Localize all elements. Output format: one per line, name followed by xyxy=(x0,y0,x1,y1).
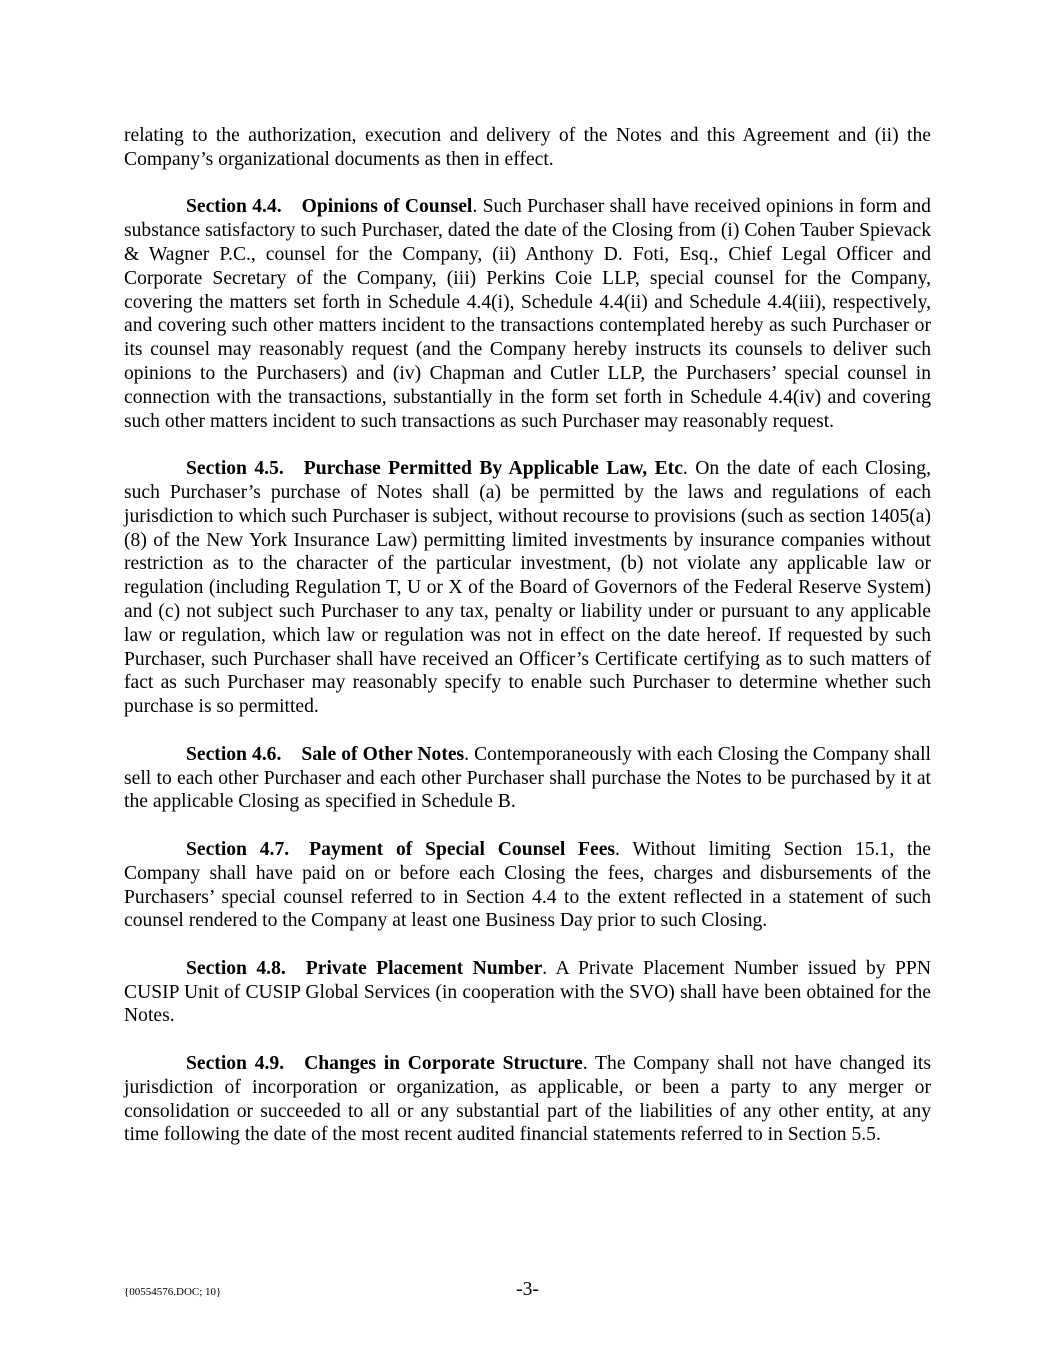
section-4-6 xyxy=(124,743,931,814)
section-4-7 xyxy=(124,838,931,933)
section-4-5 xyxy=(124,457,931,719)
section-title: Sale of Other Notes xyxy=(301,743,465,765)
section-number: Section 4.7. xyxy=(186,838,290,860)
section-body: The Company shall not have changed its jurisdiction of incorporation or organization, as applicable, or been a party to any merger or consolidation or succeeded to all or any substantial part of the liabilities of any other entity, at any time following the date of the most recent audited financial statements referred to in Section 5.5. xyxy=(124,1053,931,1146)
opening-paragraph: relating to the authorization, execution and delivery of the Notes and this Agreement and (ii) the Company’s organizational documents as then in effect. xyxy=(124,125,931,170)
section-title: Purchase Permitted By Applicable Law, Etc xyxy=(303,458,683,480)
section-number: Section 4.4. xyxy=(186,196,282,218)
section-4-9 xyxy=(124,1052,931,1147)
section-title-suffix: . xyxy=(615,838,620,860)
section-title-suffix: . xyxy=(472,196,478,218)
section-body: Without limiting Section 15.1, the Company shall have paid on or before each Closing the fees, charges and disbursements of the Purchasers’ special counsel referred to in Section 4.4 to the extent reflected in a statement of such counsel rendered to the Company at least one Business Day prior to such Closing. xyxy=(124,838,931,932)
section-body: On the date of each Closing, such Purchaser’s purchase of Notes shall (a) be permitted by the laws and regulations of each jurisdiction to which such Purchaser is subject, without recourse to provisions (such as section 1405(a)(8) of the New York Insurance Law) permitting limited investments by insurance companies without restriction as to the character of the particular investment, (b) not violate any applicable law or regulation (including Regulation T, U or X of the Board of Governors of the Federal Reserve System) and (c) not subject such Purchaser to any tax, penalty or liability under or pursuant to any applicable law or regulation, which law or regulation was not in effect on the date hereof. If requested by such Purchaser, such Purchaser shall have received an Officer’s Certificate certifying as to such matters of fact as such Purchaser may reasonably specify to enable such Purchaser to determine whether such purchase is so permitted. xyxy=(124,458,931,718)
section-title: Changes in Corporate Structure xyxy=(304,1053,583,1075)
section-title-suffix: . xyxy=(582,1053,588,1075)
section-number: Section 4.8. xyxy=(186,957,286,979)
section-number: Section 4.5. xyxy=(186,458,284,480)
footer-document-id: {00554576.DOC; 10} xyxy=(124,1286,222,1298)
document-page xyxy=(124,124,931,1171)
section-body: Such Purchaser shall have received opinions in form and substance satisfactory to such Purchaser, dated the date of the Closing from (i) Cohen Tauber Spievack & Wagner P.C., counsel for the Company, (ii) Anthony D. Foti, Esq., Chief Legal Officer and Corporate Secretary of the Company, (iii) Perkins Coie LLP, special counsel for the Company, covering the matters set forth in Schedule 4.4(i), Schedule 4.4(ii) and Schedule 4.4(iii), respectively, and covering such other matters incident to the transactions contemplated hereby as such Purchaser or its counsel may reasonably request (and the Company hereby instructs its counsels to deliver such opinions to the Purchasers) and (iv) Chapman and Cutler LLP, the Purchasers’ special counsel in connection with the transactions, substantially in the form set forth in Schedule 4.4(iv) and covering such other matters incident to such transactions as such Purchaser may reasonably request. xyxy=(124,196,931,432)
section-4-8 xyxy=(124,957,931,1028)
footer-page-number: -3- xyxy=(516,1279,539,1300)
section-title-suffix: . xyxy=(682,458,688,480)
section-title: Payment of Special Counsel Fees xyxy=(309,838,616,860)
section-4-4 xyxy=(124,195,931,433)
section-body: A Private Placement Number issued by PPN CUSIP Unit of CUSIP Global Services (in cooperation with the SVO) shall have been obtained for the Notes. xyxy=(124,957,931,1027)
section-body: Contemporaneously with each Closing the Company shall sell to each other Purchaser and each other Purchaser shall purchase the Notes to be purchased by it at the applicable Closing as specified in Schedule B. xyxy=(124,743,931,813)
section-number: Section 4.9. xyxy=(186,1053,285,1075)
section-title: Opinions of Counsel xyxy=(301,196,473,218)
section-title-suffix: . xyxy=(464,743,470,765)
section-title: Private Placement Number xyxy=(305,957,543,979)
section-title-suffix: . xyxy=(542,957,548,979)
section-number: Section 4.6. xyxy=(186,743,282,765)
